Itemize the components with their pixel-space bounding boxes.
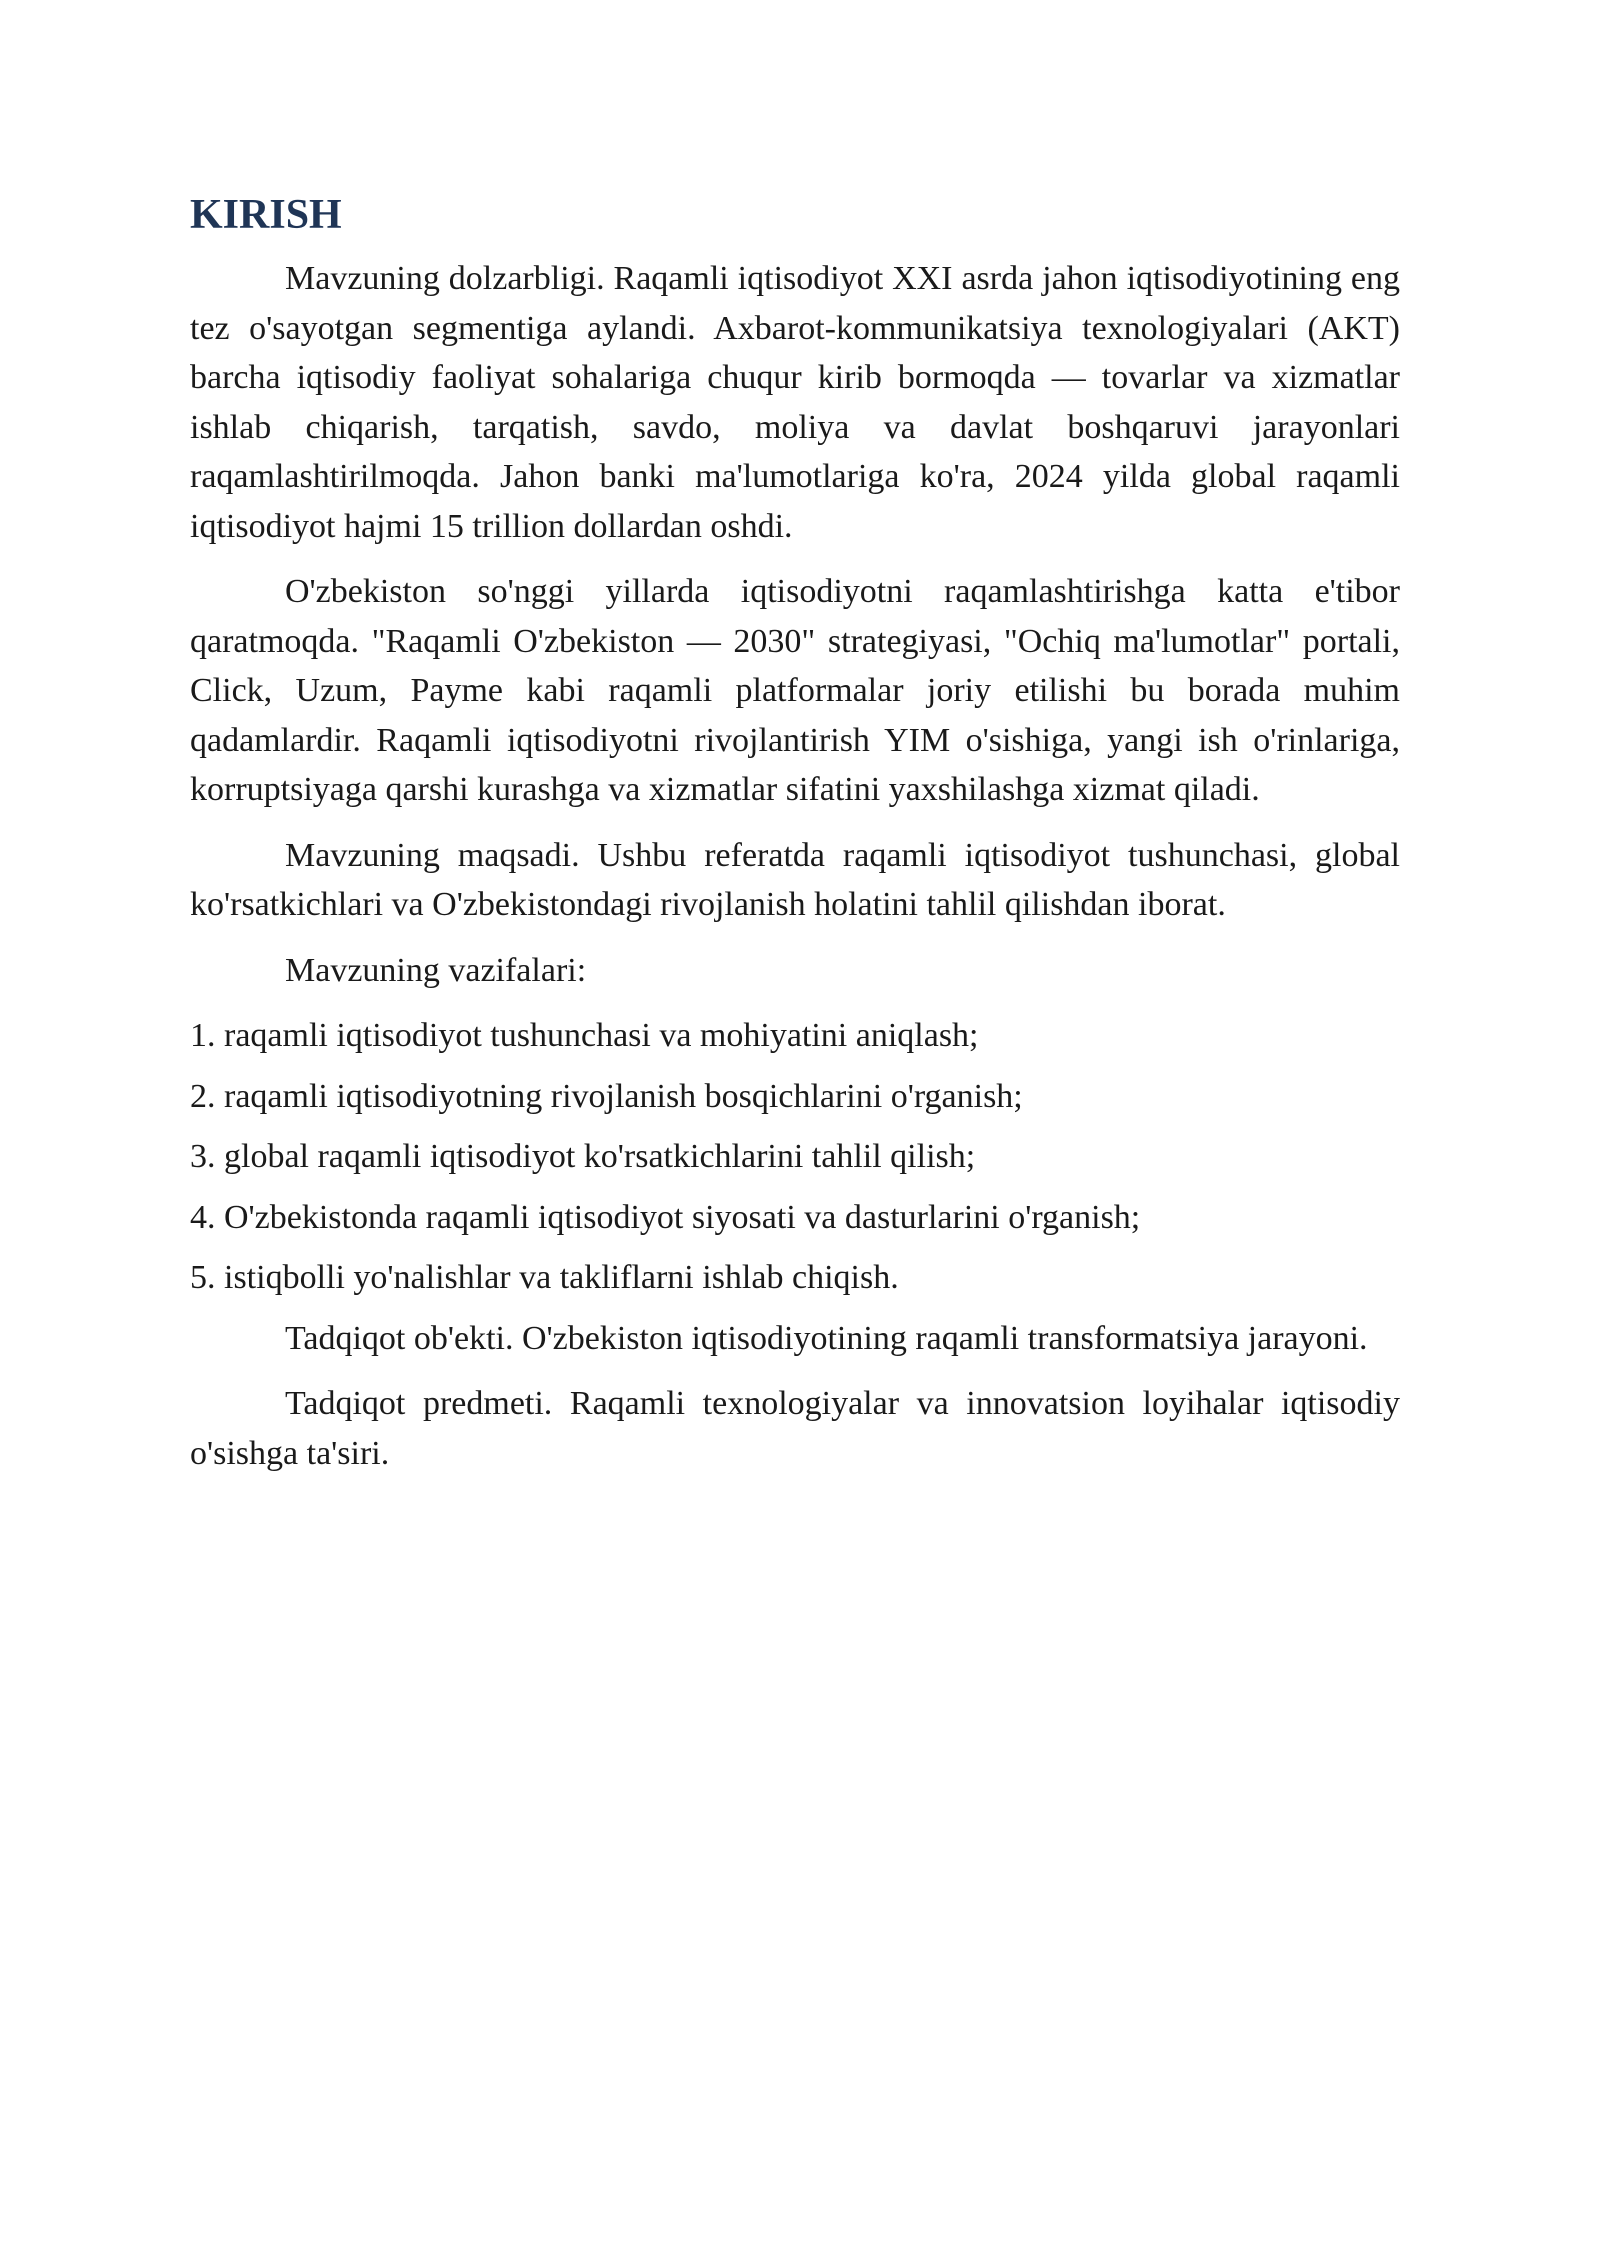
paragraph-research-object: Tadqiqot ob'ekti. O'zbekiston iqtisodiyotining raqamli transformatsiya jarayoni. — [285, 1319, 1368, 1357]
list-item: 1. raqamli iqtisodiyot tushunchasi va mohiyatini aniqlash; — [190, 1017, 979, 1054]
paragraph-uzbekistan: O'zbekiston so'nggi yillarda iqtisodiyotni raqamlashtirishga katta e'tibor qaratmoqda. "Raqamli O'zbekiston — 2030" strategiyasi, "Ochiq ma'lumotlar" portali, Click, Uzum, Payme kabi raqamli platformalar joriy etilishi bu borada muhim qadamlardir. Raqamli iqtisodiyotni rivojlantirish YIM o'sishiga, yangi ish o'rinlariga, korruptsiyaga qarshi kurashga va xizmatlar sifatini yaxshilashga xizmat qiladi. — [190, 573, 1400, 808]
list-item: 5. istiqbolli yo'nalishlar va takliflarni ishlab chiqish. — [190, 1259, 899, 1296]
tasks-list — [190, 1011, 1400, 1303]
section-heading: KIRISH — [190, 192, 342, 238]
list-item: 2. raqamli iqtisodiyotning rivojlanish bosqichlarini o'rganish; — [190, 1077, 1023, 1115]
document-page — [190, 180, 1400, 1494]
paragraph-research-subject: Tadqiqot predmeti. Raqamli texnologiyalar va innovatsion loyihalar iqtisodiy o'sishga ta'siri. — [190, 1385, 1400, 1472]
paragraph-relevance: Mavzuning dolzarbligi. Raqamli iqtisodiyot XXI asrda jahon iqtisodiyotining eng tez o'sayotgan segmentiga aylandi. Axbarot-kommunikatsiya texnologiyalari (AKT) barcha iqtisodiy faoliyat sohalariga chuqur kirib bormoqda — tovarlar va xizmatlar ishlab chiqarish, tarqatish, savdo, moliya va davlat boshqaruvi jarayonlari raqamlashtirilmoqda. Jahon banki ma'lumotlariga ko'ra, 2024 yilda global raqamli iqtisodiyot hajmi 15 trillion dollardan oshdi. — [190, 260, 1400, 545]
list-item: 4. O'zbekistonda raqamli iqtisodiyot siyosati va dasturlarini o'rganish; — [190, 1198, 1141, 1236]
list-item: 3. global raqamli iqtisodiyot ko'rsatkichlarini tahlil qilish; — [190, 1138, 976, 1175]
paragraph-tasks-title: Mavzuning vazifalari: — [285, 951, 587, 989]
paragraph-goal: Mavzuning maqsadi. Ushbu referatda raqamli iqtisodiyot tushunchasi, global ko'rsatkichlari va O'zbekistondagi rivojlanish holatini tahlil qilishdan iborat. — [190, 836, 1400, 923]
